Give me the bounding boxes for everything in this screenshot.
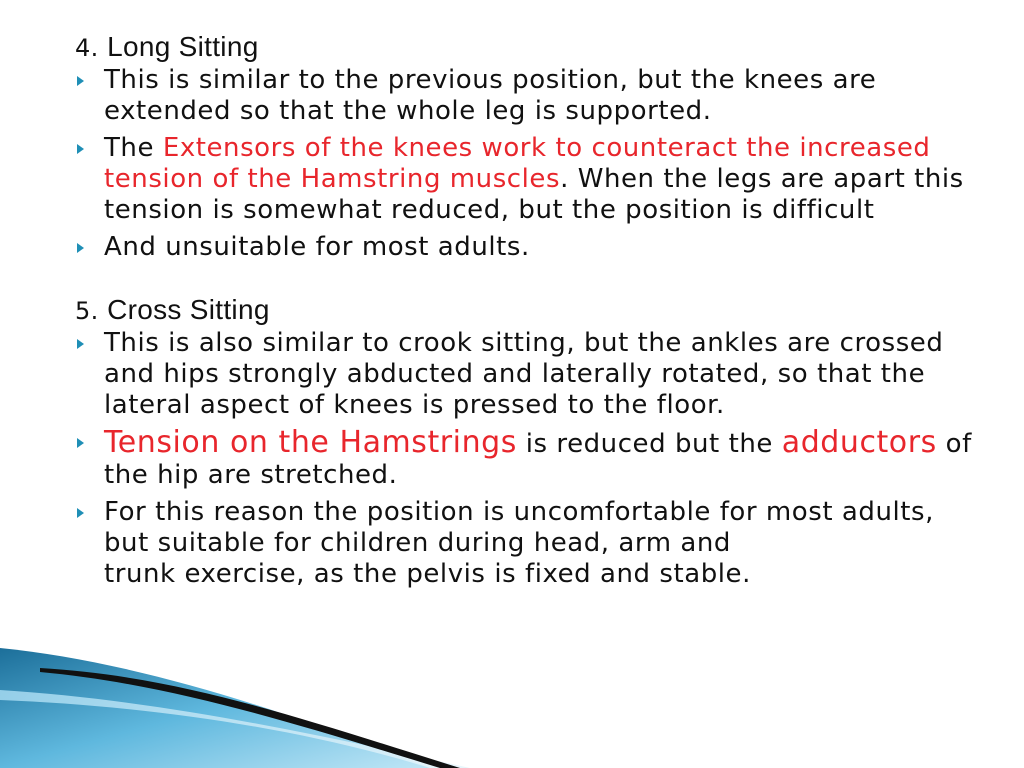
bullet-item — [75, 232, 975, 263]
bullet-text: And unsuitable for most adults. — [104, 232, 530, 262]
bullet-item — [75, 65, 975, 127]
bullet-item — [75, 133, 975, 226]
triangle-right-icon — [77, 144, 84, 154]
bullet-text-suffix: of the hip are stretched. — [104, 429, 972, 490]
emphasis-text: Tension on the Hamstrings — [104, 425, 517, 460]
bullet-text: This is also similar to crook sitting, but the ankles are crossed and hips strongly abducted and laterally rotated, so that the lateral aspect of knees is pressed to the floor. — [104, 328, 944, 420]
section-title: Long Sitting — [107, 31, 259, 62]
bullet-list — [75, 65, 975, 263]
bullet-text-prefix: The — [104, 133, 155, 163]
triangle-right-icon — [77, 438, 84, 448]
emphasis-text: Extensors of the knees work to counteract the increased tension of the Hamstring muscles — [104, 133, 931, 194]
bullet-item — [75, 427, 975, 491]
section-heading — [75, 30, 975, 65]
section-number: 4. — [75, 34, 99, 62]
triangle-right-icon — [77, 76, 84, 86]
emphasis-text: adductors — [781, 425, 937, 460]
slide-content — [75, 30, 975, 596]
section-heading — [75, 293, 975, 328]
triangle-right-icon — [77, 508, 84, 518]
section-title: Cross Sitting — [107, 294, 270, 325]
section-cross-sitting — [75, 293, 975, 590]
bullet-text: For this reason the position is uncomfortable for most adults, but suitable for children during head, arm and — [104, 497, 934, 558]
triangle-right-icon — [77, 339, 84, 349]
bullet-text-suffix: . When the legs are apart this tension is somewhat reduced, but the position is difficult — [104, 164, 964, 225]
section-number: 5. — [75, 297, 99, 325]
triangle-right-icon — [77, 243, 84, 253]
bullet-text-middle: is reduced but the — [525, 429, 773, 459]
bullet-item — [75, 328, 975, 421]
bullet-list — [75, 328, 975, 590]
bullet-text-continuation: trunk exercise, as the pelvis is fixed and stable. — [104, 559, 751, 589]
section-long-sitting — [75, 30, 975, 263]
bullet-text: This is similar to the previous position, but the knees are extended so that the whole leg is supported. — [104, 65, 877, 126]
bullet-item — [75, 497, 975, 590]
